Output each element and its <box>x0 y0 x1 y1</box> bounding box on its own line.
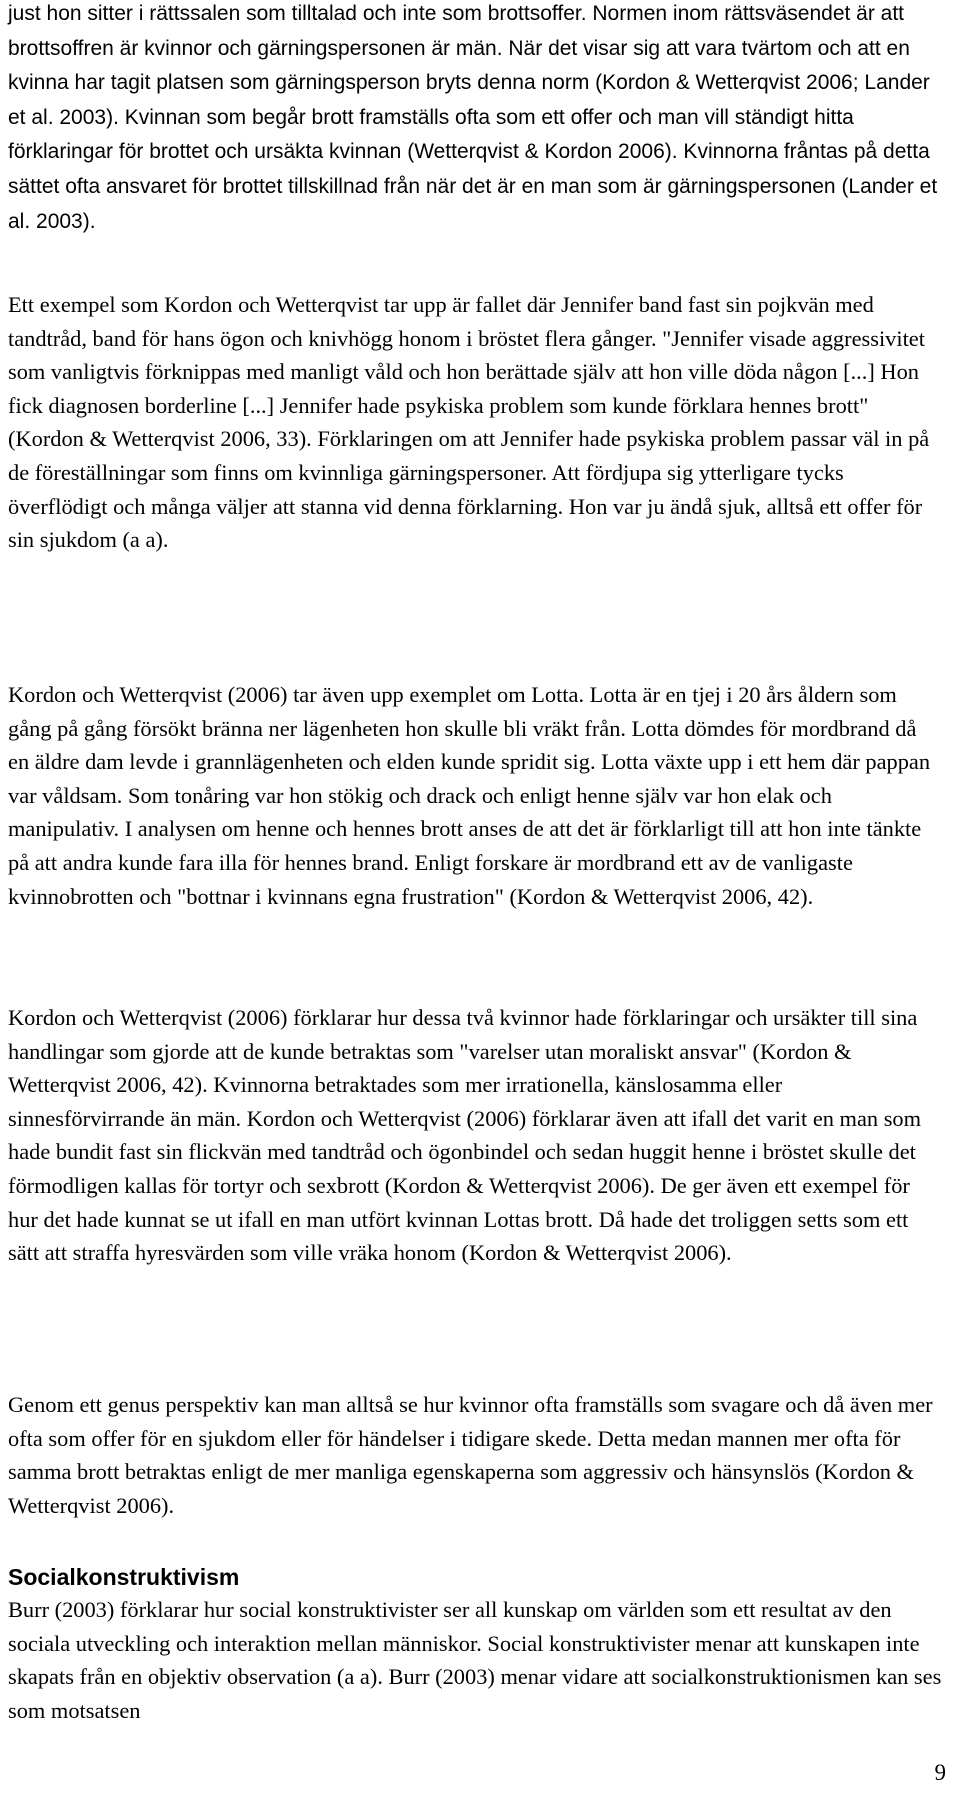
section-heading: Socialkonstruktivism <box>8 1564 240 1590</box>
paragraph-2: Ett exempel som Kordon och Wetterqvist tar upp är fallet där Jennifer band fast sin pojkvän med tandtråd, band för hans ögon och knivhögg honom i bröstet flera gånger. "Jennifer visade aggressivitet som vanligtvis förknippas med manligt våld och hon berättade själv att hon ville döda någon [...] Hon fick diagnosen borderline [...] Jennifer hade psykiska problem som kunde förklara hennes brott" (Kordon & Wetterqvist 2006, 33). Förklaringen om att Jennifer hade psykiska problem passar väl in på de föreställningar som finns om kvinnliga gärningspersoner. Att fördjupa sig ytterligare tycks överflödigt och många väljer att stanna vid denna förklarning. Hon var ju ändå sjuk, alltså ett offer för sin sjukdom (a a). <box>8 292 930 553</box>
paragraph-4: Kordon och Wetterqvist (2006) förklarar hur dessa två kvinnor hade förklaringar och ursäkter till sina handlingar som gjorde att de kunde betraktas som "varelser utan moraliskt ansvar" (Kordon & Wetterqvist 2006, 42). Kvinnorna betraktades som mer irrationella, känslosamma eller sinnesförvirrande än män. Kordon och Wetterqvist (2006) förklarar även att ifall det varit en man som hade bundit fast sin flickvän med tandtråd och ögonbindel och sedan huggit henne i bröstet skulle det förmodligen kallas för tortyr och sexbrott (Kordon & Wetterqvist 2006). De ger även ett exempel för hur det hade kunnat se ut ifall en man utfört kvinnan Lottas brott. Då hade det troliggen setts som ett sätt att straffa hyresvärden som ville vräka honom (Kordon & Wetterqvist 2006). <box>8 1005 922 1266</box>
page-number: 9 <box>934 1760 946 1785</box>
paragraph-1 <box>8 0 943 238</box>
paragraph-5: Genom ett genus perspektiv kan man alltså se hur kvinnor ofta framställs som svagare och då även mer ofta som offer för en sjukdom eller för händelser i tidigare skede. Detta medan mannen mer ofta för samma brott betraktas enligt de mer manliga egenskaperna som aggressiv och hänsynslös (Kordon & Wetterqvist 2006). <box>8 1392 933 1518</box>
paragraph-3: Kordon och Wetterqvist (2006) tar även upp exemplet om Lotta. Lotta är en tjej i 20 års åldern som gång på gång försökt bränna ner lägenheten hon skulle bli vräkt från. Lotta dömdes för mordbrand då en äldre dam levde i grannlägenheten och elden kunde spridit sig. Lotta växte upp i ett hem där pappan var våldsam. Som tonåring var hon stökig och drack och enligt henne själv var hon elak och manipulativ. I analysen om henne och hennes brott anses de att det är förklarligt till att hon inte tänkte på att andra kunde fara illa för hennes brand. Enligt forskare är mordbrand ett av de vanligaste kvinnobrotten och "bottnar i kvinnans egna frustration" (Kordon & Wetterqvist 2006, 42). <box>8 682 931 909</box>
paragraph-1-text: just hon sitter i rättssalen som tilltalad och inte som brottsoffer. Normen inom rättsväsendet är att brottsoffren är kvinnor och gärningspersonen är män. När det visar sig att vara tvärtom och att en kvinna har tagit platsen som gärningsperson bryts denna norm (Kordon & Wetterqvist 2006; Lander et al. 2003). Kvinnan som begår brott framställs ofta som ett offer och man vill ständigt hitta förklaringar för brottet och ursäkta kvinnan (Wetterqvist & Kordon 2006). Kvinnorna fråntas på detta sättet ofta ansvaret för brottet tillskillnad från när det är en man som är gärningspersonen (Lander et al. 2003). <box>8 2 938 233</box>
paragraph-6: Burr (2003) förklarar hur social konstruktivister ser all kunskap om världen som ett resultat av den sociala utveckling och interaktion mellan människor. Social konstruktivister menar att kunskapen inte skapats från en objektiv observation (a a). Burr (2003) menar vidare att socialkonstruktionismen kan ses som motsatsen <box>8 1597 942 1723</box>
